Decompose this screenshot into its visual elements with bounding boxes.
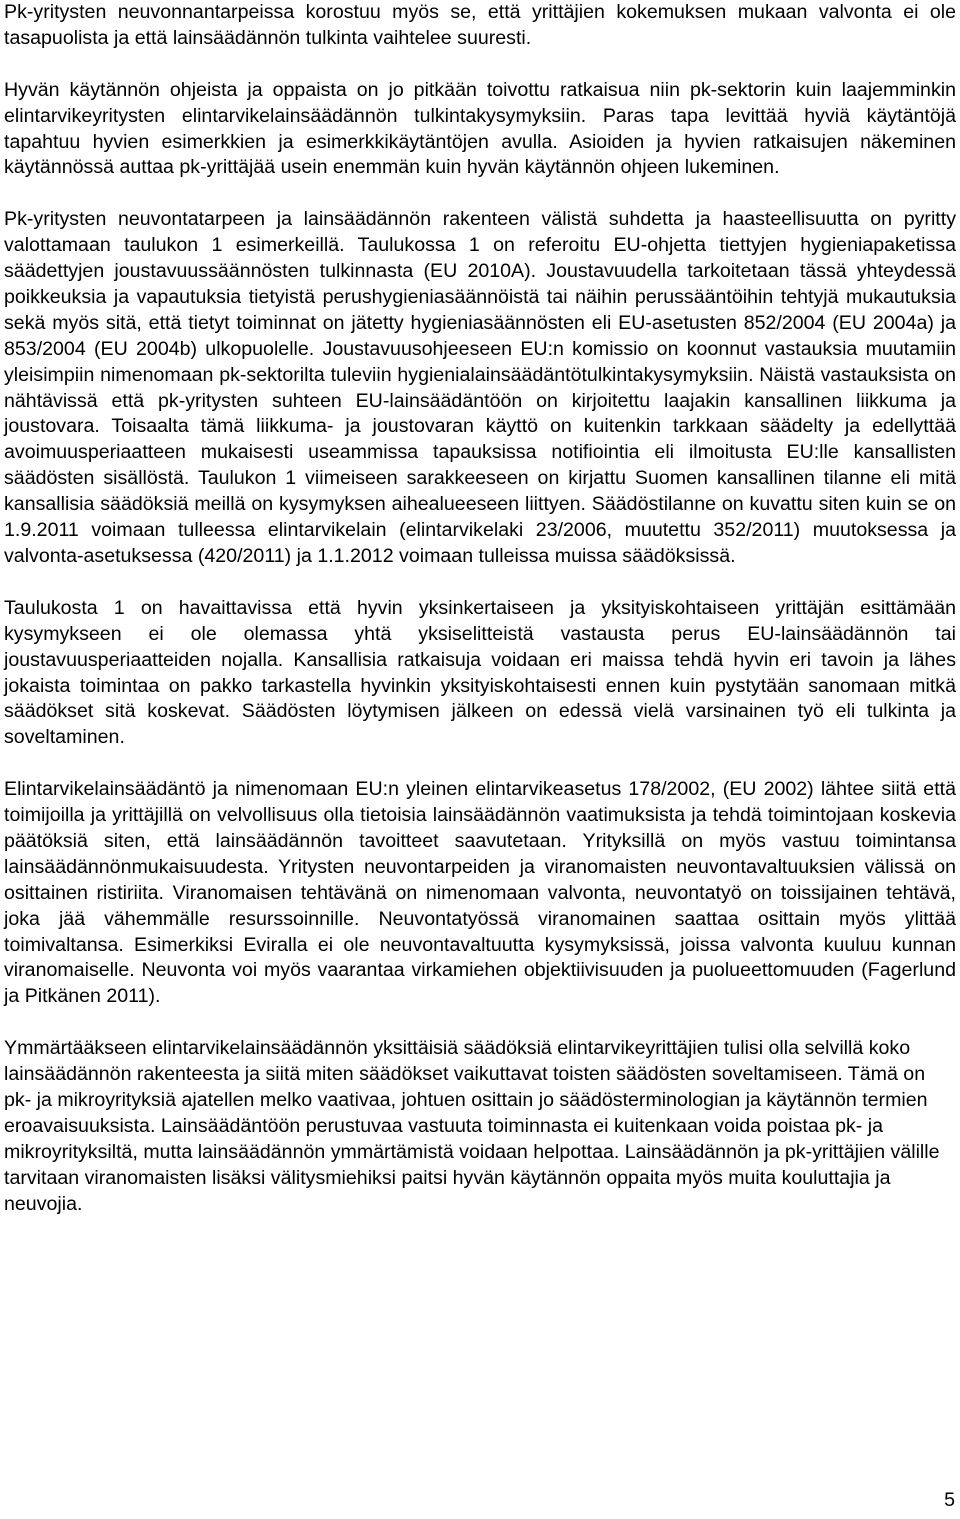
paragraph-6: Ymmärtääkseen elintarvikelainsäädännön yksittäisiä säädöksiä elintarvikeyrittäjien tulisi olla selvillä koko lainsäädännön rakenteesta ja siitä miten säädökset vaikuttavat toisten säädösten soveltamiseen. Tämä on pk- ja mikroyrityksiä ajatellen melko vaativaa, johtuen osittain jo säädösterminologian ja käytännön termien eroavaisuuksista. Lainsäädäntöön perustuvaa vastuuta toiminnasta ei kuitenkaan voida poistaa pk- ja mikroyrityksiltä, mutta lainsäädännön ymmärtämistä voidaan helpottaa. Lainsäädännön ja pk-yrittäjien välille tarvitaan viranomaisten lisäksi välitysmiehiksi paitsi hyvän käytännön oppaita myös muita kouluttajia ja neuvojia. xyxy=(4,1037,940,1215)
paragraph-5: Elintarvikelainsäädäntö ja nimenomaan EU:n yleinen elintarvikeasetus 178/2002, (EU 2002) lähtee siitä että toimijoilla ja yrittäjillä on velvollisuus olla tietoisia lainsäädännön vaatimuksista ja tehdä toimintojaan koskevia päätöksiä siten, että lainsäädännön tavoitteet saavutetaan. Yrityksillä on myös vastuu toimintansa lainsäädännönmukaisuudesta. Yritysten neuvontarpeiden ja viranomaisten neuvontavaltuuksien välissä on osittainen ristiriita. Viranomaisen tehtävänä on nimenomaan valvonta, neuvontatyö on toissijainen tehtävä, joka jää vähemmälle resurssoinnille. Neuvontatyössä viranomainen saattaa osittain myös ylittää toimivaltansa. Esimerkiksi Eviralla ei ole neuvontavaltuutta kysymyksissä, joissa valvonta kuuluu kunnan viranomaiselle. Neuvonta voi myös vaarantaa virkamiehen objektiivisuuden ja puolueettomuuden (Fagerlund ja Pitkänen 2011). xyxy=(4,778,956,1008)
paragraph-1: Pk-yritysten neuvonnantarpeissa korostuu myös se, että yrittäjien kokemuksen mukaan valvonta ei ole tasapuolista ja että lainsäädännön tulkinta vaihtelee suuresti. xyxy=(4,1,956,49)
paragraph-3: Pk-yritysten neuvontatarpeen ja lainsäädännön rakenteen välistä suhdetta ja haasteellisuutta on pyritty valottamaan taulukon 1 esimerkeillä. Taulukossa 1 on referoitu EU-ohjetta tiettyjen hygieniapaketissa säädettyjen joustavuussäännösten tulkinnasta (EU 2010A). Joustavuudella tarkoitetaan tässä yhteydessä poikkeuksia ja vapautuksia tietyistä perushygieniasäännöistä tai näihin perussääntöihin tehtyjä mukautuksia sekä myös sitä, että tietyt toiminnat on jätetty hygieniasäännösten eli EU-asetusten 852/2004 (EU 2004a) ja 853/2004 (EU 2004b) ulkopuolelle. Joustavuusohjeeseen EU:n komissio on koonnut vastauksia muutamiin yleisimpiin nimenomaan pk-sektorilta tuleviin hygienialainsäädäntötulkintakysymyksiin. Näistä vastauksista on nähtävissä että pk-yritysten suhteen EU-lainsäädäntöön on kirjoitettu laajakin kansallinen liikkuma ja joustovara. Toisaalta tämä liikkuma- ja joustovaran käyttö on kuitenkin tarkkaan säädelty ja edellyttää avoimuusperiaatteen mukaisesti useammissa tapauksissa notifiointia eli ilmoitusta EU:lle kansallisten säädösten sisällöstä. Taulukon 1 viimeiseen sarakkeeseen on kirjattu Suomen kansallinen tilanne eli mitä kansallisia säädöksiä meillä on kysymyksen aihealueeseen liittyen. Säädöstilanne on kuvattu siten kuin se on 1.9.2011 voimaan tulleessa elintarvikelain (elintarvikelaki 23/2006, muutettu 352/2011) muutoksessa ja valvonta-asetuksessa (420/2011) ja 1.1.2012 voimaan tulleissa muissa säädöksissä. xyxy=(4,208,956,567)
paragraph-4: Taulukosta 1 on havaittavissa että hyvin yksinkertaiseen ja yksityiskohtaiseen yrittäjän esittämään kysymykseen ei ole olemassa yhtä yksiselitteistä vastausta perus EU-lainsäädännön tai joustavuusperiaatteiden nojalla. Kansallisia ratkaisuja voidaan eri maissa tehdä hyvin eri tavoin ja lähes jokaista toimintaa on pakko tarkastella hyvinkin yksityiskohtaisesti ennen kuin pystytään sanomaan mitkä säädökset sitä koskevat. Säädösten löytymisen jälkeen on edessä vielä varsinainen työ eli tulkinta ja soveltaminen. xyxy=(4,596,956,749)
page-number: 5 xyxy=(944,1489,955,1511)
document-page xyxy=(4,0,956,1243)
paragraph-2: Hyvän käytännön ohjeista ja oppaista on jo pitkään toivottu ratkaisua niin pk-sektorin kuin laajemminkin elintarvikeyritysten elintarvikelainsäädännön tulkintakysymyksiin. Paras tapa levittää hyviä käytäntöjä tapahtuu hyvien esimerkkien ja esimerkkikäytäntöjen avulla. Asioiden ja hyvien ratkaisujen näkeminen käytännössä auttaa pk-yrittäjää usein enemmän kuin hyvän käytännön ohjeen lukeminen. xyxy=(4,78,956,179)
